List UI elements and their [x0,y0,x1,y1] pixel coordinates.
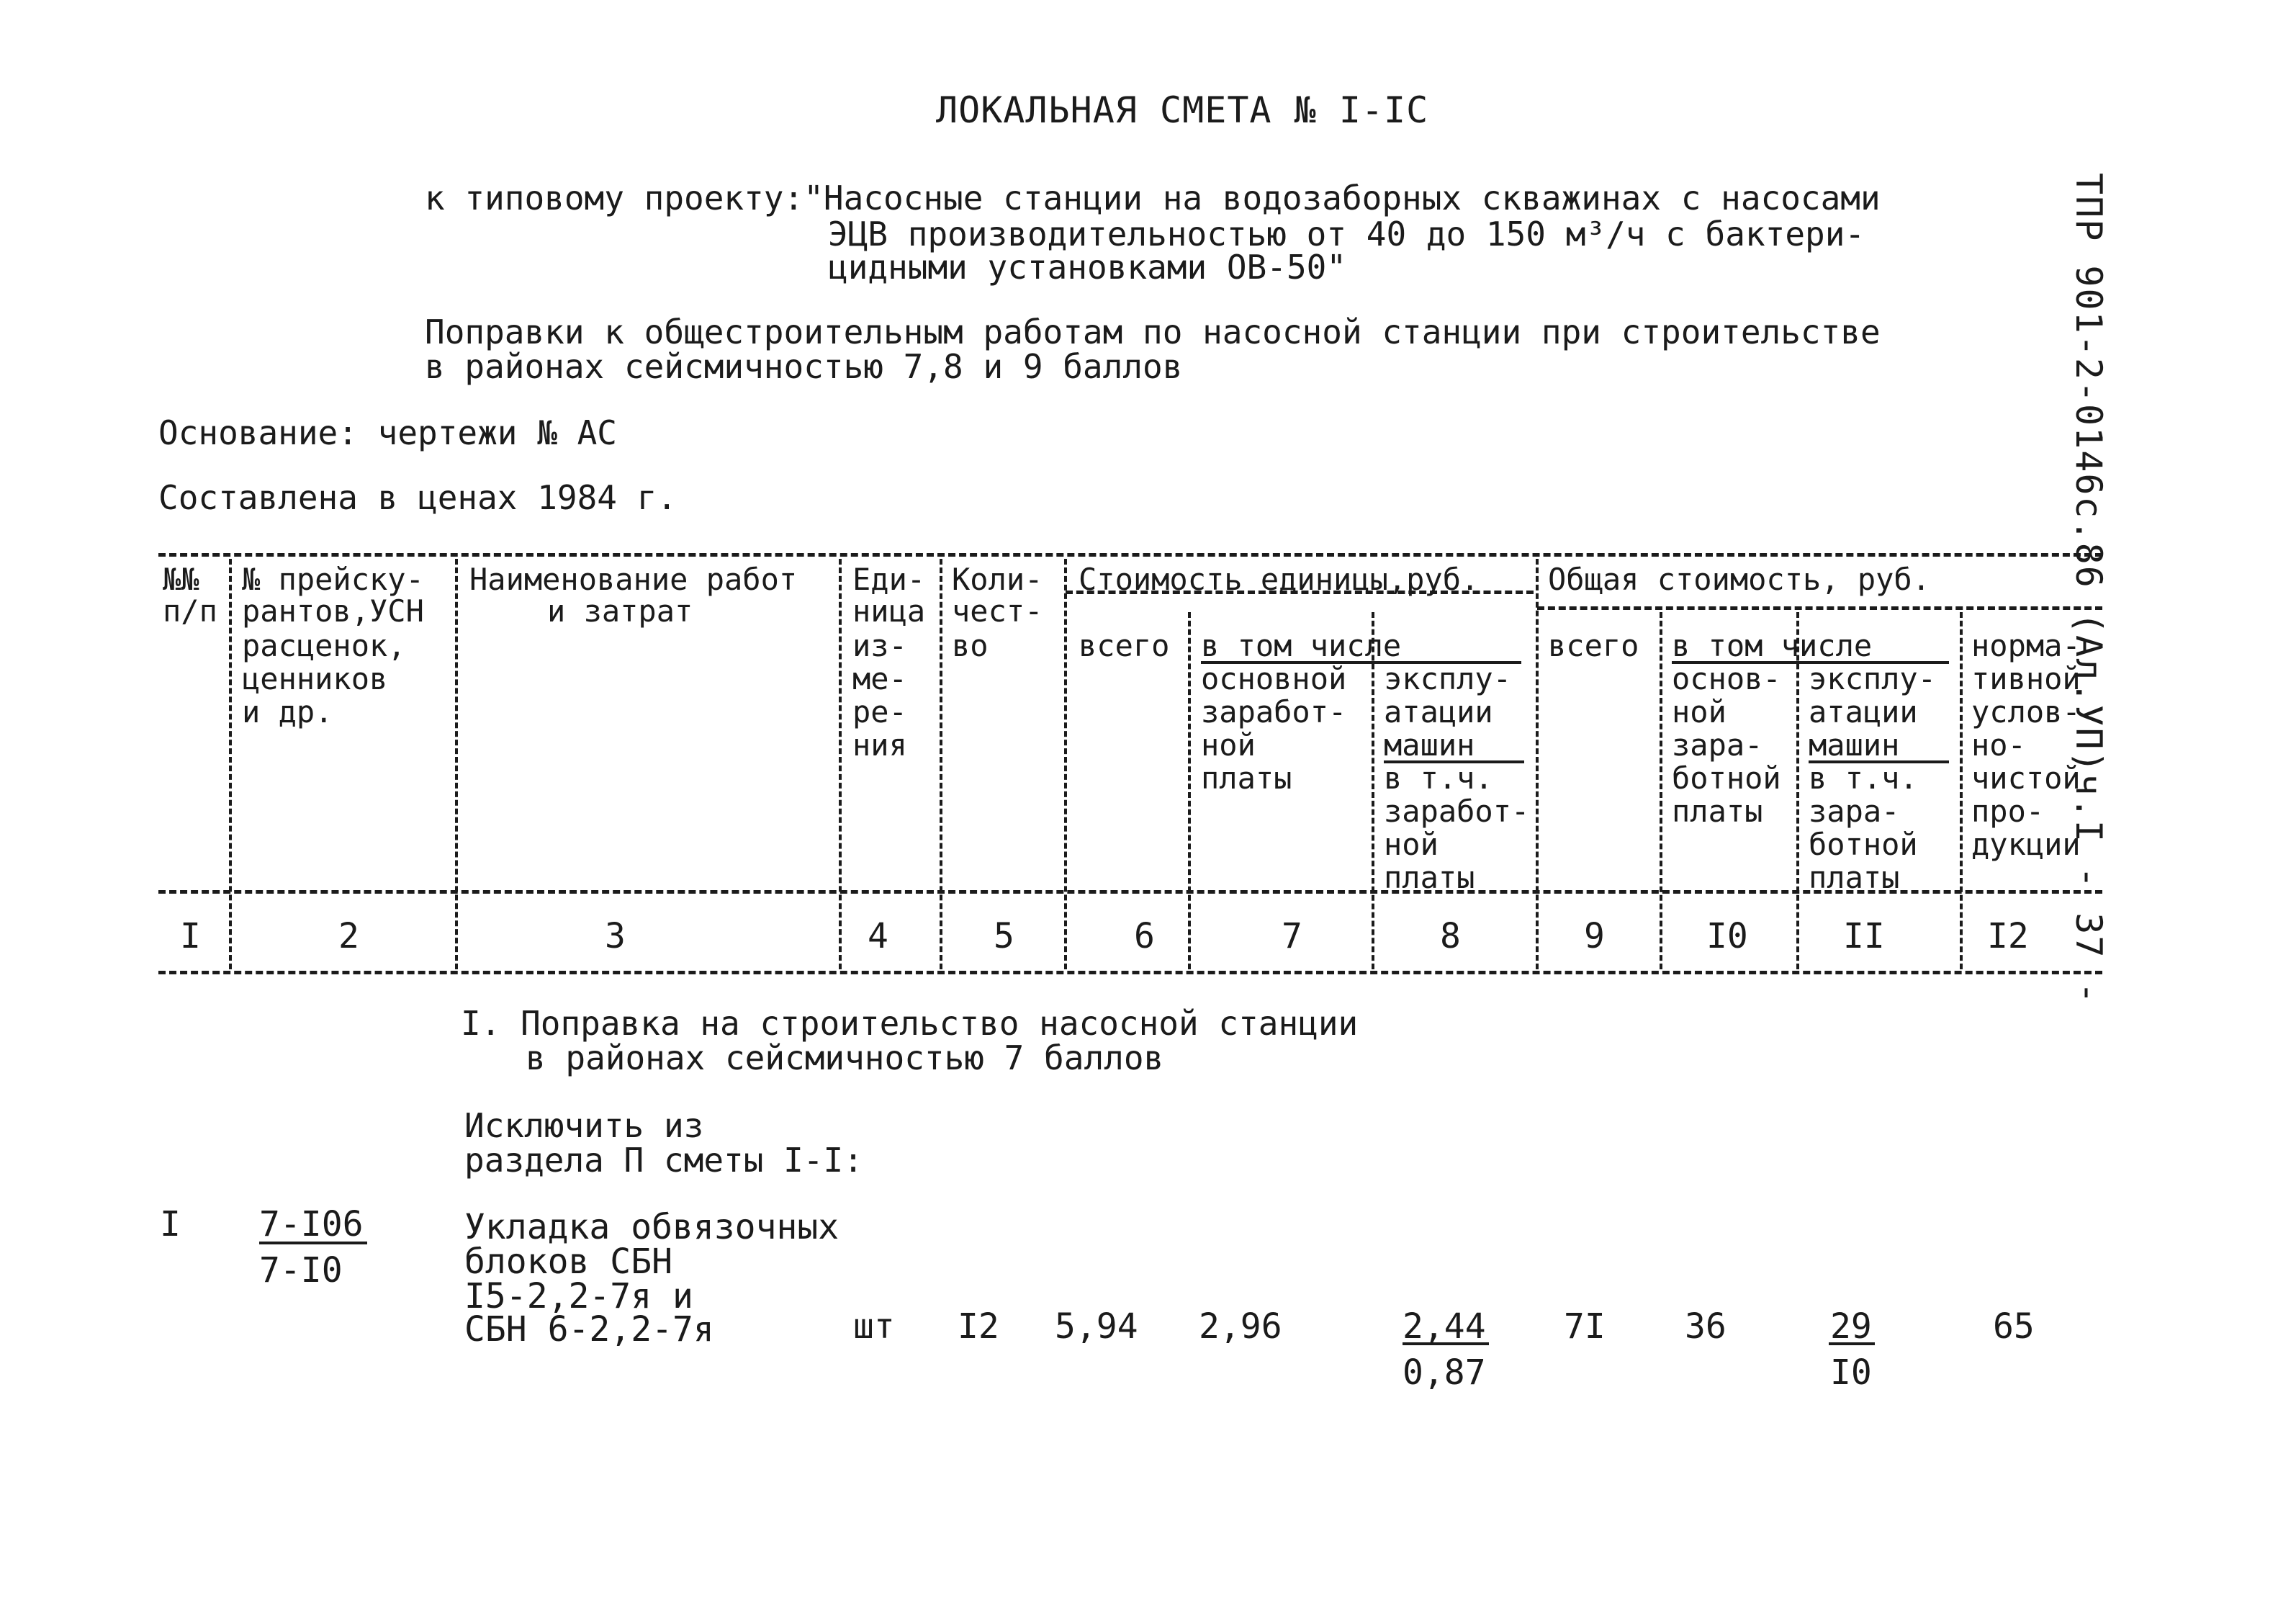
col9-head: всего [1548,628,1639,663]
row-code-underline [259,1242,367,1244]
row-total: 7I [1564,1306,1606,1347]
col8-head-1: эксплу- [1384,661,1512,696]
project-line-1: к типовому проекту:"Насосные станции на водозаборных скважинах с насосами [425,179,1881,217]
header-top-rule [158,553,2102,557]
col10-head-4: ботной [1672,760,1781,796]
col10-group-head: в том числе [1672,628,1873,663]
row-unit-machines-wages: 0,87 [1403,1352,1486,1393]
unit-cost-group-head: Стоимость единицы,руб. [1079,562,1480,597]
total-cost-group-head: Общая стоимость, руб. [1548,562,1931,597]
col-number-11: II [1843,916,1885,956]
group-rule-total [1537,606,2102,610]
col2-head-1: № прейску- [242,562,424,597]
row-number: I [160,1204,181,1244]
col7-head-2: заработ- [1201,694,1347,730]
col2-head-2: рантов,УСН [242,593,424,629]
row-unit-total: 5,94 [1055,1306,1138,1347]
project-line-2: ЭЦВ производительностью от 40 до 150 м³/ч с бактери- [828,215,1865,253]
col-number-3: 3 [605,916,626,956]
col5-head-2: чест- [952,593,1043,629]
document-title: ЛОКАЛЬНАЯ СМЕТА № I-IC [936,89,1429,131]
col4-head-5: ре- [852,694,907,730]
col11-head-2: атации [1809,694,1918,730]
col8-head-3: машин [1384,727,1475,763]
col4-head-1: Еди- [852,562,926,597]
col5-head-1: Коли- [952,562,1043,597]
col2-head-5: и др. [242,694,333,730]
row-name-2: блоков СБН [464,1242,672,1282]
side-stamp: ТПР 901-2-0146с.86 (Ал.УП)ч.I - 37 - [2068,173,2110,1005]
prices-text: Составлена в ценах 1984 г. [158,478,677,517]
col11-head-7: платы [1809,860,1900,895]
col12-head-5: чистой [1971,760,2081,796]
col6-head: всего [1079,628,1170,663]
col10-head-3: зара- [1672,727,1763,763]
col2-head-3: расценок, [242,628,406,663]
col12-head-7: дукции [1971,827,2081,862]
subtitle-line-1: Поправки к общестроительным работам по насосной станции при строительстве [425,313,1881,351]
col3-head-2: и затрат [547,593,693,629]
col2-head-4: ценников [242,661,388,696]
col-number-12: I2 [1987,916,2029,956]
col-sep-10 [1796,612,1799,969]
col-number-7: 7 [1282,916,1302,956]
col4-head-3: из- [852,628,907,663]
col8-head-7: платы [1384,860,1475,895]
col5-head-3: во [952,628,989,663]
col-sep-4 [940,559,942,969]
col8-head-2: атации [1384,694,1493,730]
row-name-1: Укладка обвязочных [464,1207,839,1247]
col11-head-5: зара- [1809,794,1900,829]
col11-head-1: эксплу- [1809,661,1937,696]
row-code-top: 7-I06 [259,1204,364,1244]
col10-head-1: основ- [1672,661,1781,696]
col7-group-head: в том числе [1201,628,1402,663]
col7-head-1: основной [1201,661,1347,696]
col-sep-3 [839,559,842,969]
col-number-6: 6 [1134,916,1155,956]
col11-head-3: машин [1809,727,1900,763]
col11-head-4: в т.ч. [1809,760,1918,796]
col10-head-5: платы [1672,794,1763,829]
col-sep-11 [1960,612,1963,969]
col-sep-2 [455,559,458,969]
basis-text: Основание: чертежи № АС [158,413,617,452]
col4-head-2: ница [852,593,926,629]
col12-head-4: но- [1971,727,2026,763]
col-sep-7 [1372,612,1374,969]
col-number-5: 5 [994,916,1014,956]
row-total-machines: 29 [1830,1306,1872,1347]
col12-head-1: норма- [1971,628,2081,663]
table-bottom-rule [158,971,2102,974]
project-line-3: цидными установками ОВ-50" [828,248,1347,287]
col12-head-2: тивной [1971,661,2081,696]
col-number-2: 2 [338,916,359,956]
row-net-product: 65 [1993,1306,2035,1347]
col-sep-1 [229,559,232,969]
col4-head-6: ния [852,727,907,763]
row-unit: шт [853,1306,895,1347]
col-number-9: 9 [1584,916,1605,956]
col12-head-6: про- [1971,794,2045,829]
col-number-1: I [180,916,201,956]
col1-head-2: п/п [163,593,217,629]
col7-head-3: ной [1201,727,1256,763]
col8-head-4: в т.ч. [1384,760,1493,796]
col-sep-8 [1536,559,1539,969]
col7-head-4: платы [1201,760,1292,796]
row-unit-machines: 2,44 [1403,1306,1486,1347]
row-total-wages: 36 [1685,1306,1726,1347]
col-sep-5 [1064,559,1067,969]
col-number-10: I0 [1706,916,1748,956]
row-total-machines-underline [1829,1342,1875,1345]
row-code-bottom: 7-I0 [259,1250,343,1290]
subtitle-line-2: в районах сейсмичностью 7,8 и 9 баллов [425,347,1183,386]
col1-head-1: №№ [163,562,199,597]
col-sep-9 [1660,612,1662,969]
col12-head-3: услов- [1971,694,2081,730]
exclude-line-1: Исключить из [464,1106,704,1145]
col3-head-1: Наименование работ [469,562,798,597]
col4-head-4: ме- [852,661,907,696]
row-name-4: СБН 6-2,2-7я [464,1309,714,1350]
col8-head-6: ной [1384,827,1439,862]
col-number-8: 8 [1440,916,1461,956]
col11-head-6: ботной [1809,827,1918,862]
col10-head-2: ной [1672,694,1726,730]
exclude-line-2: раздела П сметы I-I: [464,1141,863,1180]
row-total-machines-wages: I0 [1830,1352,1872,1393]
row-name-3: I5-2,2-7я и [464,1276,693,1316]
row-unit-wages: 2,96 [1199,1306,1282,1347]
col8-head-5: заработ- [1384,794,1530,829]
section-heading-2: в районах сейсмичностью 7 баллов [526,1038,1164,1077]
col-sep-6 [1188,612,1191,969]
section-heading-1: I. Поправка на строительство насосной станции [461,1004,1359,1043]
row-qty: I2 [958,1306,999,1347]
row-unit-machines-underline [1403,1342,1489,1345]
col-number-4: 4 [868,916,888,956]
